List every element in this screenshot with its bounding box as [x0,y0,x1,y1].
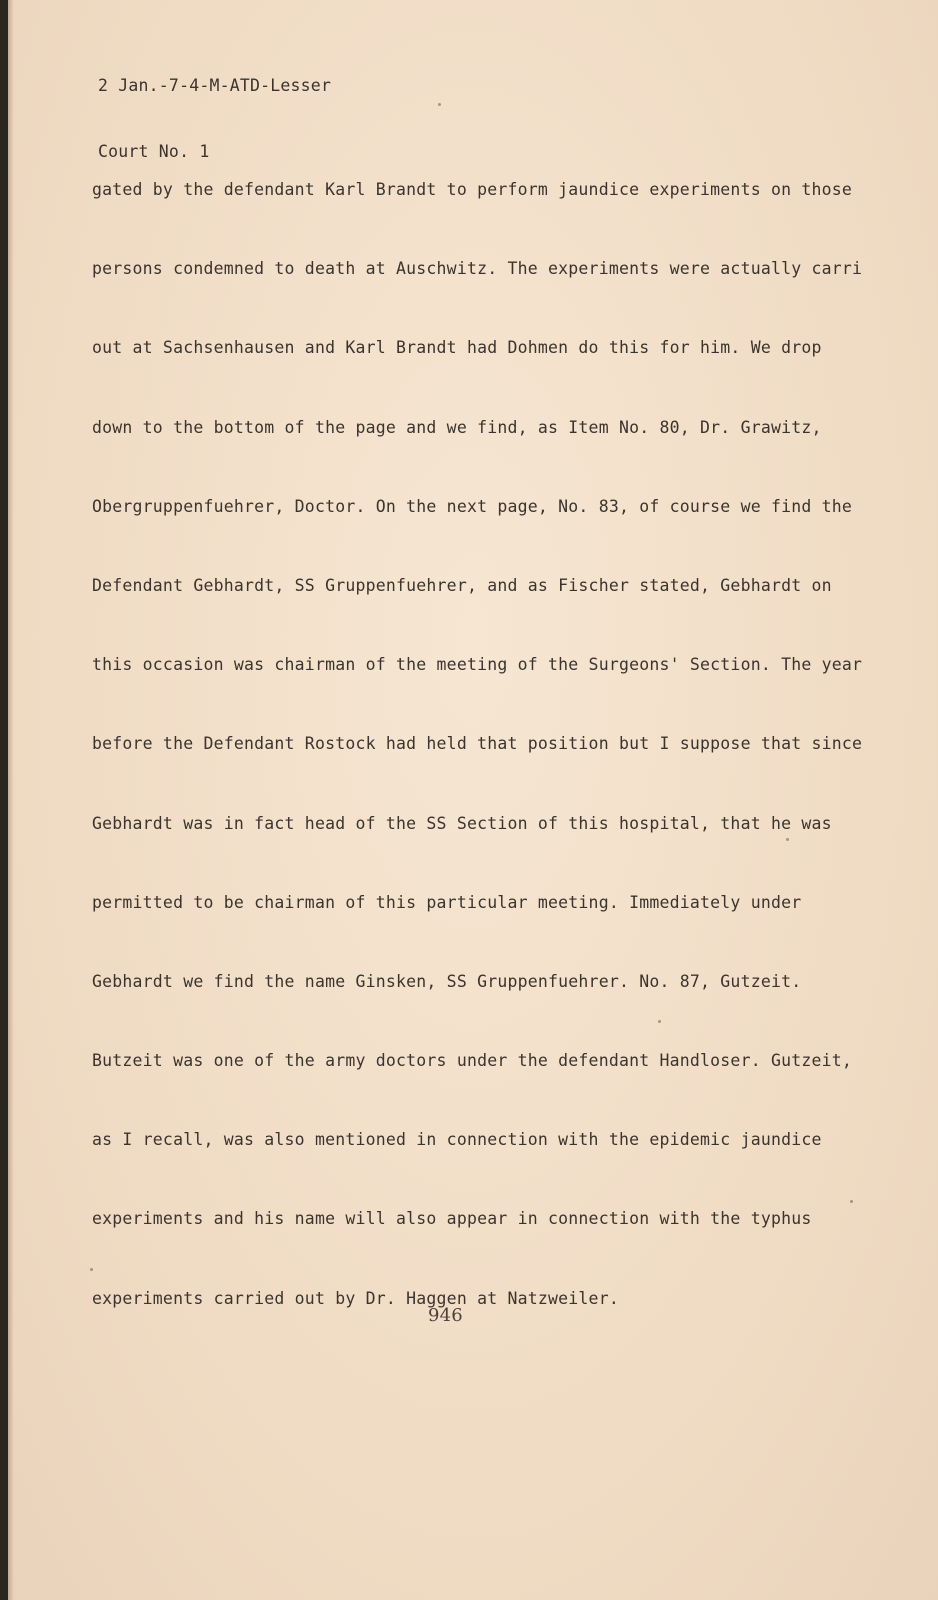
body-line: Defendant Gebhardt, SS Gruppenfuehrer, and as Fischer stated, Gebhardt on [92,575,832,595]
body-line: experiments carried out by Dr. Haggen at Natzweiler. [92,1288,619,1308]
body-line: Butzeit was one of the army doctors under the defendant Handloser. Gutzeit, [92,1051,853,1071]
body-line: gated by the defendant Karl Brandt to perform jaundice experiments on those [92,180,853,199]
body-line: Gebhardt we find the name Ginsken, SS Gruppenfuehrer. No. 87, Gutzeit. [92,971,802,991]
body-line: Obergruppenfuehrer, Doctor. On the next page, No. 83, of course we find the [92,496,853,516]
paper-speck [90,1268,93,1271]
paper-speck [658,1020,661,1023]
body-line: out at Sachsenhausen and Karl Brandt had Dohmen do this for him. We drop [92,338,822,358]
paper-speck [850,1200,853,1203]
paper-edge [8,0,14,1600]
document-page [8,0,938,1600]
paper-speck [786,838,789,841]
body-line: Gebhardt was in fact head of the SS Section of this hospital, that he was [92,813,832,833]
body-line: permitted to be chairman of this particular meeting. Immediately under [92,892,802,912]
page-number: 946 [428,1305,463,1326]
body-line: down to the bottom of the page and we find, as Item No. 80, Dr. Grawitz, [92,417,822,437]
body-line: before the Defendant Rostock had held that position but I suppose that since [92,734,863,754]
header-court: Court No. 1 [98,142,210,161]
body-line: persons condemned to death at Auschwitz. The experiments were actually carri [92,259,863,279]
transcript-body [92,138,892,1364]
paper-speck [438,103,441,106]
header-reference: 2 Jan.-7-4-M-ATD-Lesser [98,76,332,95]
body-line: as I recall, was also mentioned in connection with the epidemic jaundice [92,1130,822,1150]
body-line: experiments and his name will also appear in connection with the typhus [92,1209,812,1229]
body-line: this occasion was chairman of the meeting of the Surgeons' Section. The year [92,655,863,675]
